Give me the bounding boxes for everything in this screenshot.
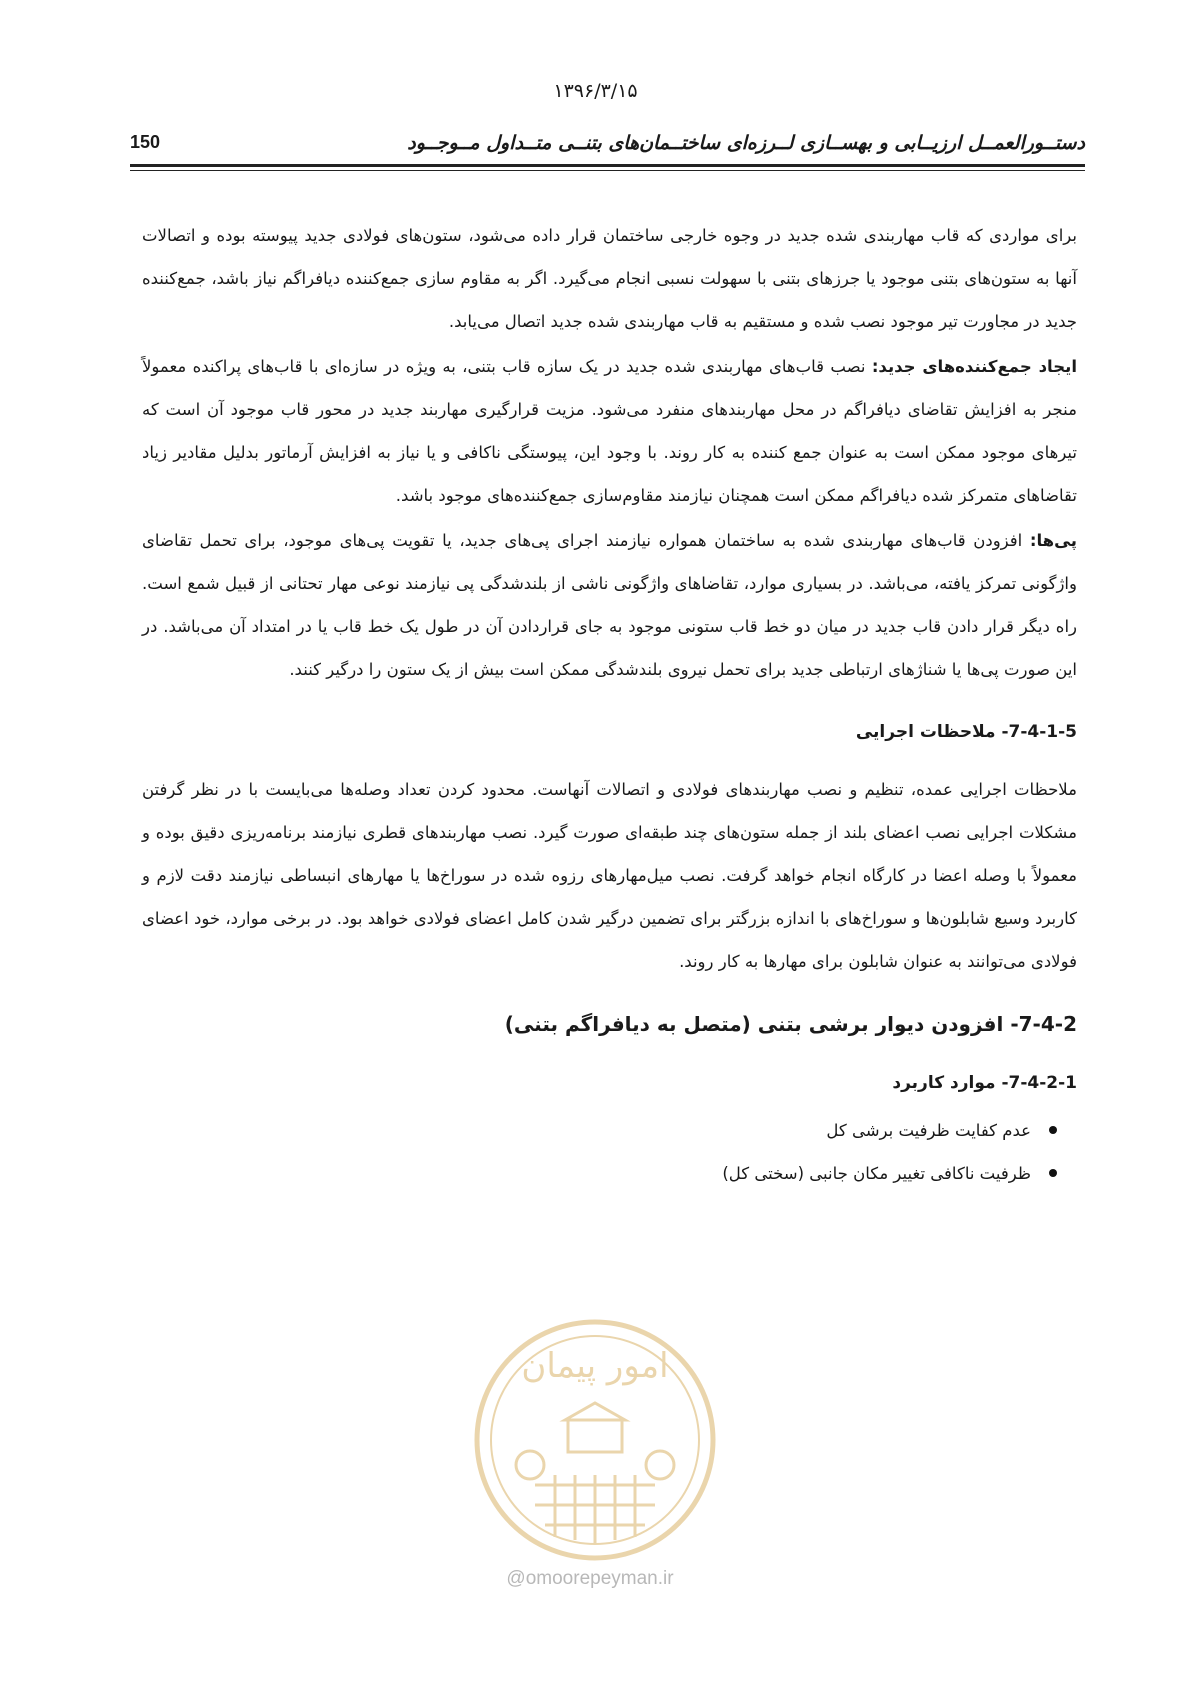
document-body: [142, 214, 1077, 1195]
paragraph-construction-notes: ملاحظات اجرایی عمده، تنظیم و نصب مهاربندهای فولادی و اتصالات آنهاست. محدود کردن تعداد وصله‌ها می‌بایست با در نظر گرفتن مشکلات اجرایی نصب اعضای بلند از جمله ستون‌های چند طبقه‌ای صورت گیرد. نصب مهاربندهای قطری نیازمند برنامه‌ریزی دقیق بوده و معمولاً با وصله اعضا در کارگاه انجام خواهد گرفت. نصب میل‌مهارهای رزوه شده در سوراخ‌ها یا مهارهای انبساطی نیازمند دقت لازم و کاربرد وسیع شابلون‌ها و سوراخ‌های با اندازه بزرگتر برای تضمین درگیر شدن کامل اعضای فولادی خواهد بود. در برخی موارد، خود اعضای فولادی می‌توانند به عنوان شابلون برای مهارها به کار روند.: [142, 780, 1077, 971]
section-heading-7-4-1-5: 7-4-1-5- ملاحظات اجرایی: [855, 722, 1077, 742]
watermark-seal-icon: [470, 1315, 720, 1565]
bullet-icon: [1049, 1169, 1057, 1177]
list-item-text: عدم کفایت ظرفیت برشی کل: [826, 1121, 1031, 1140]
applications-list: [142, 1109, 1077, 1195]
section-heading-7-4-2: 7-4-2- افزودن دیوار برشی بتنی (متصل به دیافراگم بتنی): [504, 1012, 1077, 1036]
paragraph-text-collectors: نصب قاب‌های مهاربندی شده جدید در یک سازه قاب بتنی، به ویژه در سازه‌ای با قاب‌های پراکنده معمولاً منجر به افزایش تقاضای دیافراگم در محل مهاربندهای منفرد می‌شود. مزیت قرارگیری مهاربند جدید در محور قاب موجود آن است که تیرهای موجود ممکن است به عنوان جمع کننده به کار روند. با وجود این، پیوستگی ناکافی و یا نیاز به افزایش آرماتور بدلیل مقادیر زیاد تقاضاهای متمرکز شده دیافراگم ممکن است همچنان نیازمند مقاوم‌سازی جمع‌کننده‌های موجود باشد.: [142, 357, 1077, 505]
seal-text: امور پیمان: [521, 1346, 669, 1386]
list-item: [142, 1152, 1057, 1195]
paragraph-new-collectors: [142, 345, 1077, 517]
bullet-icon: [1049, 1126, 1057, 1134]
header-rule-thick: [130, 164, 1085, 167]
list-item: [142, 1109, 1057, 1152]
paragraph-foundations: [142, 519, 1077, 691]
paragraph-frame-placement: برای مواردی که قاب مهاربندی شده جدید در وجوه خارجی ساختمان قرار داده می‌شود، ستون‌های فولادی جدید پیوسته بوده و اتصالات آنها به ستون‌های بتنی موجود یا جرزهای بتنی با سهولت نسبی انجام می‌گیرد. اگر به مقاوم سازی جمع‌کننده دیافراگم نیاز باشد، جمع‌کننده جدید در مجاورت تیر موجود نصب شده و مستقیم به قاب مهاربندی شده جدید اتصال می‌یابد.: [142, 226, 1077, 331]
page-header: [130, 126, 1085, 166]
paragraph-lead-collectors: ایجاد جمع‌کننده‌های جدید:: [871, 357, 1077, 376]
watermark-url: @omoorepeyman.ir: [506, 1568, 674, 1589]
paragraph-text-foundations: افزودن قاب‌های مهاربندی شده به ساختمان همواره نیازمند اجرای پی‌های جدید، یا تقویت پی‌های موجود، برای تحمل تقاضای واژگونی تمرکز یافته، می‌باشد. در بسیاری موارد، تقاضاهای واژگونی ناشی از بلندشدگی پی نیازمند نوعی مهار تحتانی از قبیل شمع است. راه دیگر قرار دادن قاب جدید در میان دو خط قاب ستونی موجود به جای قراردادن آن در طول یک خط قاب یا در امتداد آن می‌باشد. در این صورت پی‌ها یا شناژهای ارتباطی جدید برای تحمل نیروی بلندشدگی ممکن است بیش از یک ستون را درگیر کنند.: [142, 531, 1077, 679]
section-heading-7-4-2-1: 7-4-2-1- موارد کاربرد: [892, 1073, 1077, 1093]
list-item-text: ظرفیت ناکافی تغییر مکان جانبی (سختی کل): [722, 1164, 1031, 1183]
page-number: 150: [130, 132, 161, 152]
document-date: ۱۳۹۶/۳/۱۵: [553, 80, 638, 102]
paragraph-lead-foundations: پی‌ها:: [1029, 531, 1077, 550]
running-title: دستــورالعمــل ارزیــابی و بهســازی لــرزه‌ای ساختــمان‌های بتنــی متــداول مــوجــود: [407, 132, 1085, 154]
header-rule-thin: [130, 170, 1085, 171]
